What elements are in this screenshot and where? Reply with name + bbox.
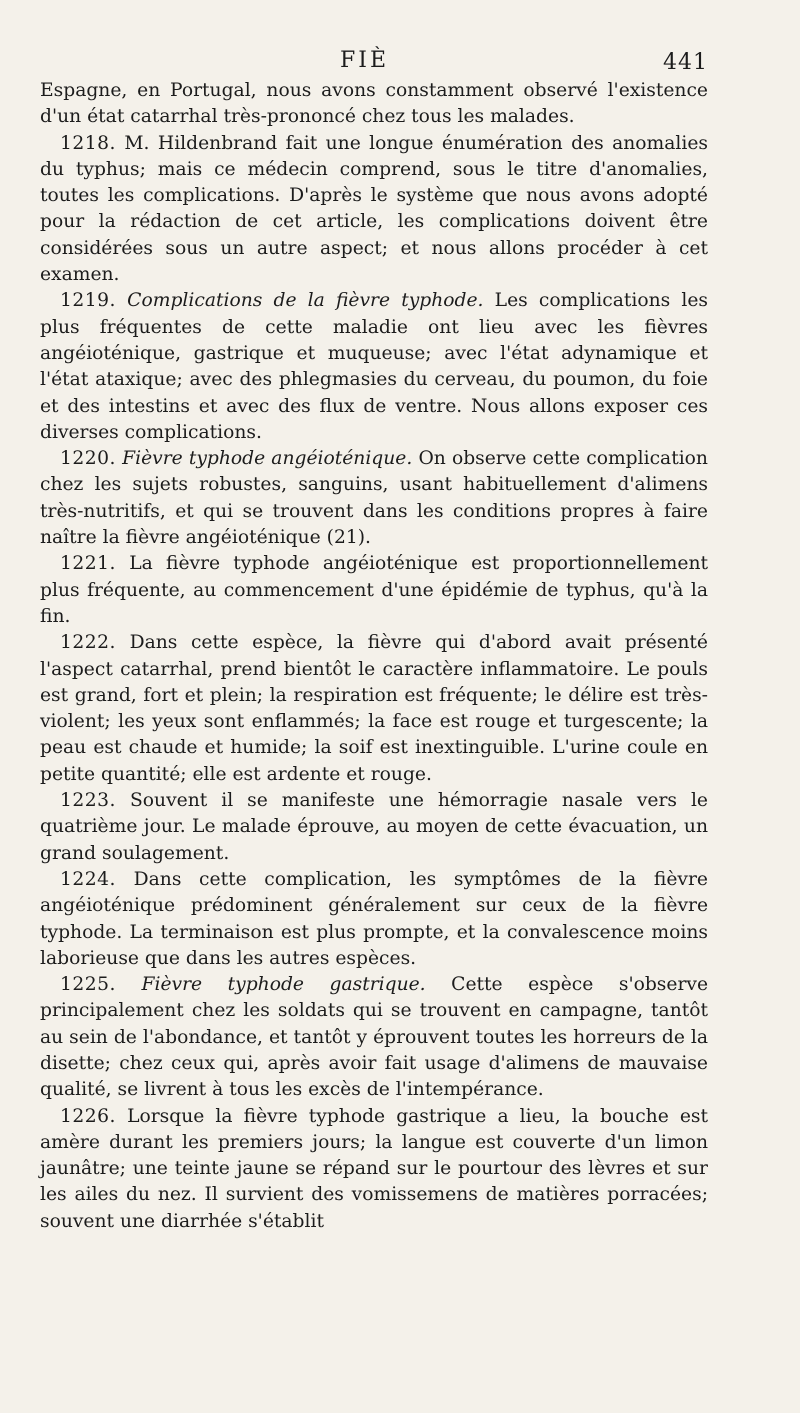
- paragraph-text: On observe cette complication chez les sujets robustes, sanguins, usant habituellement d'alimens très-nutritifs, et qui se trouvent dans les conditions propres à faire naître la fièvre angéioténique (21).: [40, 448, 708, 549]
- paragraph-1222: [40, 630, 708, 788]
- paragraph-number: 1222.: [60, 632, 116, 654]
- paragraph-text: M. Hildenbrand fait une longue énumération des anomalies du typhus; mais ce médecin comprend, sous le titre d'anomalies, toutes les complications. D'après le système que nous avons adopté pour la rédaction de cet article, les complications doivent être considérées sous un autre aspect; et nous allons procéder à cet examen.: [40, 132, 708, 286]
- paragraph-1226: [40, 1104, 708, 1235]
- paragraph-text: Lorsque la fièvre typhode gastrique a lieu, la bouche est amère durant les premiers jours; la langue est couverte d'un limon jaunâtre; une teinte jaune se répand sur le pourtour des lèvres et sur les ailes du nez. Il survient des vomissemens de matières porracées; souvent une diarrhée s'établit: [40, 1105, 708, 1232]
- paragraph-1218: [40, 131, 708, 289]
- paragraph-continuation: [40, 78, 708, 131]
- paragraph-1225: [40, 972, 708, 1103]
- paragraph-number: 1223.: [60, 790, 116, 812]
- body-text: [40, 78, 708, 1235]
- page-number: 441: [663, 50, 708, 75]
- paragraph-heading: Fièvre typhode gastrique.: [141, 974, 426, 996]
- paragraph-text: Dans cette complication, les symptômes de la fièvre angéioténique prédominent généralement sur ceux de la fièvre typhode. La terminaison est plus prompte, et la convalescence moins laborieuse que dans les autres espèces.: [40, 868, 708, 969]
- paragraph-number: 1218.: [60, 132, 116, 154]
- paragraph-number: 1221.: [60, 553, 116, 575]
- paragraph-text: Espagne, en Portugal, nous avons constamment observé l'existence d'un état catarrhal très-prononcé chez tous les malades.: [40, 80, 708, 128]
- paragraph-number: 1220.: [60, 448, 116, 470]
- paragraph-1223: [40, 788, 708, 867]
- page-header: [40, 44, 708, 74]
- running-head: FIÈ: [340, 48, 390, 73]
- paragraph-text: Les complications les plus fréquentes de cette maladie ont lieu avec les fièvres angéioténique, gastrique et muqueuse; avec l'état adynamique et l'état ataxique; avec des phlegmasies du cerveau, du poumon, du foie et des intestins et avec des flux de ventre. Nous allons exposer ces diverses complications.: [40, 290, 708, 443]
- paragraph-number: 1226.: [60, 1105, 116, 1127]
- paragraph-1224: [40, 867, 708, 972]
- paragraph-heading: Fièvre typhode angéioténique.: [122, 448, 413, 470]
- paragraph-text: La fièvre typhode angéioténique est proportionnellement plus fréquente, au commencement d'une épidémie de typhus, qu'à la fin.: [40, 553, 708, 627]
- paragraph-number: 1219.: [60, 290, 116, 312]
- paragraph-1219: [40, 288, 708, 446]
- paragraph-heading: Complications de la fièvre typhode.: [127, 290, 484, 312]
- paragraph-number: 1224.: [60, 868, 116, 890]
- paragraph-number: 1225.: [60, 974, 116, 996]
- paragraph-1220: [40, 446, 708, 551]
- paragraph-text: Souvent il se manifeste une hémorragie nasale vers le quatrième jour. Le malade éprouve, au moyen de cette évacuation, un grand soulagement.: [40, 790, 708, 864]
- paragraph-text: Cette espèce s'observe principalement chez les soldats qui se trouvent en campagne, tantôt au sein de l'abondance, et tantôt y éprouvent toutes les horreurs de la disette; chez ceux qui, après avoir fait usage d'alimens de mauvaise qualité, se livrent à tous les excès de l'intempérance.: [40, 974, 709, 1101]
- paragraph-1221: [40, 551, 708, 630]
- paragraph-text: Dans cette espèce, la fièvre qui d'abord avait présenté l'aspect catarrhal, prend bientôt le caractère inflammatoire. Le pouls est grand, fort et plein; la respiration est fréquente; le délire est très-violent; les yeux sont enflammés; la face est rouge et turgescente; la peau est chaude et humide; la soif est inextinguible. L'urine coule en petite quantité; elle est ardente et rouge.: [40, 632, 708, 785]
